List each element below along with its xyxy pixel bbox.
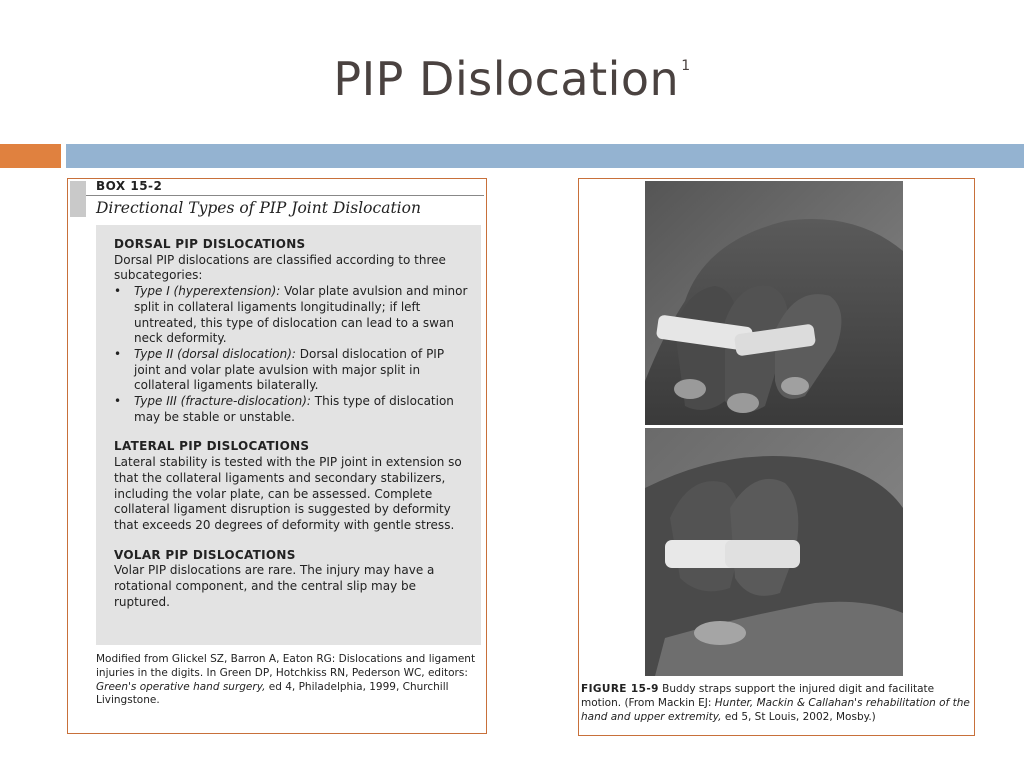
- slide-title-text: PIP Dislocation: [333, 52, 680, 106]
- box-15-2-panel: [67, 178, 487, 734]
- box-content: [96, 225, 481, 645]
- figure-label: FIGURE 15-9: [581, 683, 659, 695]
- bullet-dot: •: [114, 284, 122, 299]
- dorsal-intro: Dorsal PIP dislocations are classified according to three subcategories:: [114, 252, 446, 283]
- title-superscript: 1: [681, 58, 691, 74]
- bullet-text: This type of dislocation may be stable or unstable.: [134, 394, 454, 424]
- bullet-text: Dorsal dislocation of PIP joint and volar plate avulsion with major split in collateral ligaments bilaterally.: [134, 346, 445, 393]
- photo-top-image: [645, 181, 903, 425]
- photo-buddy-strap-top: [645, 181, 903, 425]
- figure-15-9-panel: [578, 178, 975, 736]
- bullet-dot: •: [114, 394, 122, 409]
- lateral-text: Lateral stability is tested with the PIP joint in extension so that the collateral ligaments and secondary stabilizers, including the volar plate, can be assessed. Complete collateral ligament disruption is suggested by deformity that exceeds 20 degrees of deformity with gentle stress.: [114, 455, 462, 532]
- box-divider: [86, 195, 484, 196]
- note-book-title: Green's operative hand surgery,: [96, 680, 266, 693]
- dorsal-heading: DORSAL PIP DISLOCATIONS: [114, 237, 306, 251]
- accent-bar-orange: [0, 144, 61, 168]
- box-source-note: [96, 653, 486, 708]
- caption-book-title: Hunter, Mackin & Callahan's rehabilitation of the hand and upper extremity,: [581, 696, 970, 723]
- photo-bottom-image: [645, 428, 903, 676]
- bullet-dot: •: [114, 346, 122, 361]
- volar-text: Volar PIP dislocations are rare. The injury may have a rotational component, and the central slip may be ruptured.: [114, 563, 435, 609]
- bullet-term: Type III (fracture-dislocation):: [134, 394, 311, 409]
- figure-caption: [581, 683, 971, 724]
- box-side-strip: [70, 181, 86, 217]
- volar-heading: VOLAR PIP DISLOCATIONS: [114, 547, 296, 562]
- bullet-term: Type II (dorsal dislocation):: [134, 346, 296, 361]
- bullet-type-2: [114, 347, 473, 394]
- bullet-term: Type I (hyperextension):: [134, 284, 281, 299]
- note-post: ed 4, Philadelphia, 1999, Churchill Livingstone.: [96, 680, 449, 707]
- bullet-type-1: [114, 284, 473, 347]
- bullet-type-3: [114, 394, 473, 425]
- photo-buddy-strap-bottom: [645, 428, 903, 676]
- caption-post: ed 5, St Louis, 2002, Mosby.): [721, 710, 876, 723]
- lateral-heading: LATERAL PIP DISLOCATIONS: [114, 439, 310, 454]
- note-pre: Modified from Glickel SZ, Barron A, Eaton RG: Dislocations and ligament injuries in the digits. In Green DP, Hotchkiss RN, Pederson WC, editors:: [96, 653, 476, 679]
- box-heading: Directional Types of PIP Joint Dislocation: [96, 199, 421, 217]
- accent-bar-blue: [66, 144, 1024, 168]
- box-label: BOX 15-2: [96, 179, 163, 193]
- caption-pre: Buddy straps support the injured digit and facilitate motion. (From Mackin EJ:: [581, 683, 935, 709]
- bullet-text: Volar plate avulsion and minor split in collateral ligaments longitudinally; if left untreated, this type of dislocation can lead to a swan neck deformity.: [134, 284, 468, 346]
- slide-title: [0, 52, 1024, 106]
